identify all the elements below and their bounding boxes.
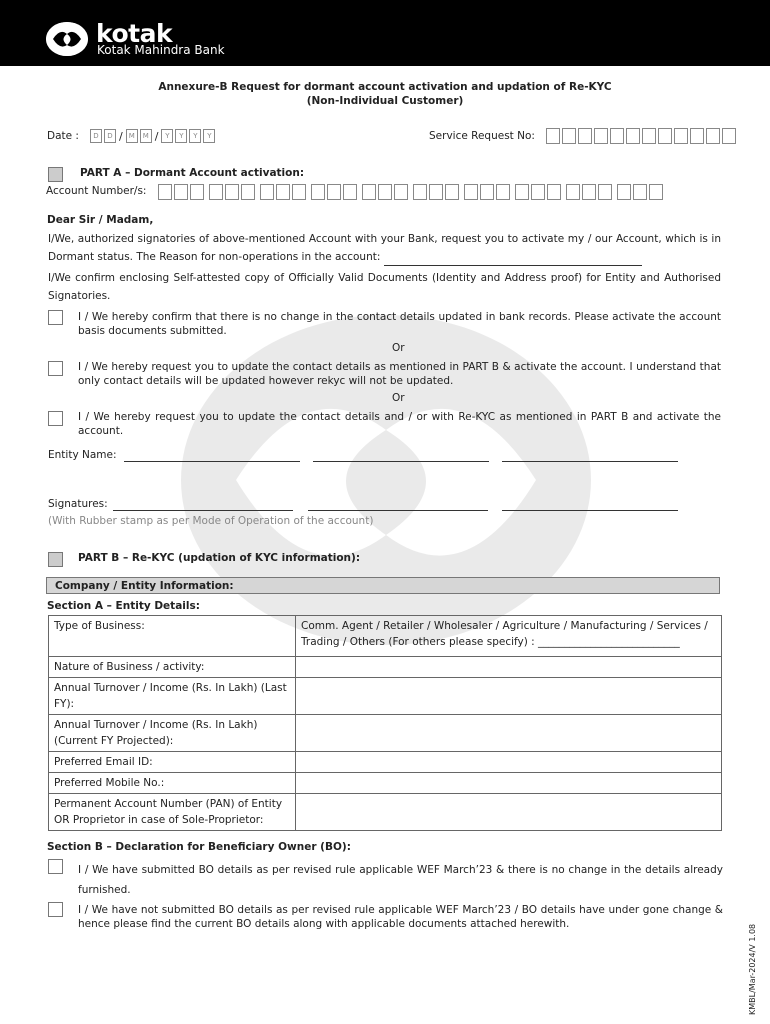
service-request-label: Service Request No: (429, 130, 535, 142)
kotak-logo-icon (46, 22, 88, 56)
date-month-box[interactable]: M (140, 129, 152, 143)
pan-label: Permanent Account Number (PAN) of Entity OR Proprietor in case of Sole-Proprietor: (49, 794, 296, 831)
email-input[interactable] (296, 752, 722, 773)
date-separator: / (119, 129, 123, 143)
type-of-business-label: Type of Business: (49, 616, 296, 657)
form-version-code: KMBL/Mar-2024/V 1.08 (748, 923, 757, 1015)
part-b-heading: PART B – Re-KYC (updation of KYC information): (78, 552, 361, 564)
or-separator: Or (392, 392, 405, 404)
table-row (49, 715, 722, 752)
signature-line-1[interactable] (113, 499, 293, 511)
signature-line-2[interactable] (308, 499, 488, 511)
option-1-text: I / We hereby confirm that there is no change in the contact details updated in bank records. Please activate the account basis documents submitted. (78, 311, 721, 337)
company-entity-bar: Company / Entity Information: (46, 577, 720, 594)
option-3-checkbox[interactable] (48, 411, 63, 426)
service-request-input[interactable] (546, 128, 736, 144)
bo-option-1-checkbox[interactable] (48, 859, 63, 874)
section-a-heading: Section A – Entity Details: (47, 600, 200, 612)
date-input-group[interactable] (90, 129, 215, 143)
turnover-last-fy-input[interactable] (296, 678, 722, 715)
option-1-checkbox[interactable] (48, 310, 63, 325)
bo-option-2-text: I / We have not submitted BO details as per revised rule applicable WEF March’23 / BO details have under gone change & hence please find the current BO details along with applicable documents attached herewith. (78, 904, 723, 930)
turnover-current-fy-input[interactable] (296, 715, 722, 752)
reason-input-line[interactable] (384, 254, 642, 266)
brand-subtitle: Kotak Mahindra Bank (97, 43, 225, 57)
entity-name-line-2[interactable] (313, 450, 489, 462)
part-a-checkbox[interactable] (48, 167, 63, 182)
option-3-text: I / We hereby request you to update the contact details and / or with Re-KYC as mentioned in PART B and activate the account. (78, 411, 721, 437)
option-2-checkbox[interactable] (48, 361, 63, 376)
table-row (49, 794, 722, 831)
date-separator: / (154, 129, 159, 143)
table-row (49, 752, 722, 773)
date-day-box[interactable]: D (104, 129, 116, 143)
brand-name: kotak (96, 19, 173, 48)
signatures-note: (With Rubber stamp as per Mode of Operation of the account) (48, 515, 374, 527)
account-number-label: Account Number/s: (46, 185, 147, 197)
type-of-business-options[interactable]: Comm. Agent / Retailer / Wholesaler / Agriculture / Manufacturing / Services / Trading / Others (For others please specify) : ___________________________ (296, 616, 722, 657)
table-row (49, 773, 722, 794)
form-title: Annexure-B Request for dormant account activation and updation of Re-KYC (158, 81, 612, 93)
table-row (49, 657, 722, 678)
form-subtitle: (Non-Individual Customer) (306, 95, 464, 107)
or-separator: Or (392, 342, 405, 354)
date-year-box[interactable]: Y (161, 129, 173, 143)
account-number-input[interactable] (158, 184, 663, 200)
option-2-text: I / We hereby request you to update the contact details as mentioned in PART B & activate the account. I understand that only contact details will be updated however rekyc will not be updated. (78, 361, 721, 387)
bo-option-2-checkbox[interactable] (48, 902, 63, 917)
email-label: Preferred Email ID: (49, 752, 296, 773)
nature-of-business-label: Nature of Business / activity: (49, 657, 296, 678)
salutation: Dear Sir / Madam, (47, 214, 154, 226)
letter-paragraph-1 (48, 230, 721, 266)
turnover-current-fy-label: Annual Turnover / Income (Rs. In Lakh) (Current FY Projected): (49, 715, 296, 752)
entity-name-line-1[interactable] (124, 450, 300, 462)
signature-line-3[interactable] (502, 499, 678, 511)
entity-name-label: Entity Name: (48, 449, 117, 461)
part-b-checkbox[interactable] (48, 552, 63, 567)
date-year-box[interactable]: Y (175, 129, 187, 143)
signatures-label: Signatures: (48, 498, 108, 510)
table-row (49, 616, 722, 657)
mobile-label: Preferred Mobile No.: (49, 773, 296, 794)
letter-paragraph-2: I/We confirm enclosing Self-attested copy of Officially Valid Documents (Identity and Address proof) for Entity and Authorised Signatories. (48, 272, 721, 302)
turnover-last-fy-label: Annual Turnover / Income (Rs. In Lakh) (Last FY): (49, 678, 296, 715)
bo-option-1-text: I / We have submitted BO details as per revised rule applicable WEF March’23 & there is no change in the details already furnished. (78, 864, 723, 896)
date-month-box[interactable]: M (126, 129, 138, 143)
mobile-input[interactable] (296, 773, 722, 794)
nature-of-business-input[interactable] (296, 657, 722, 678)
entity-name-line-3[interactable] (502, 450, 678, 462)
part-a-heading: PART A – Dormant Account activation: (80, 167, 305, 179)
date-year-box[interactable]: Y (189, 129, 201, 143)
section-b-heading: Section B – Declaration for Beneficiary Owner (BO): (47, 841, 351, 853)
pan-input[interactable] (296, 794, 722, 831)
table-row (49, 678, 722, 715)
date-year-box[interactable]: Y (203, 129, 215, 143)
date-day-box[interactable]: D (90, 129, 102, 143)
date-label: Date : (47, 130, 79, 142)
entity-details-table (48, 615, 722, 831)
letter-paragraph-1-text: I/We, authorized signatories of above-mentioned Account with your Bank, request you to activate my / our Account, which is in Dormant status. The Reason for non-operations in the account: (48, 233, 721, 263)
